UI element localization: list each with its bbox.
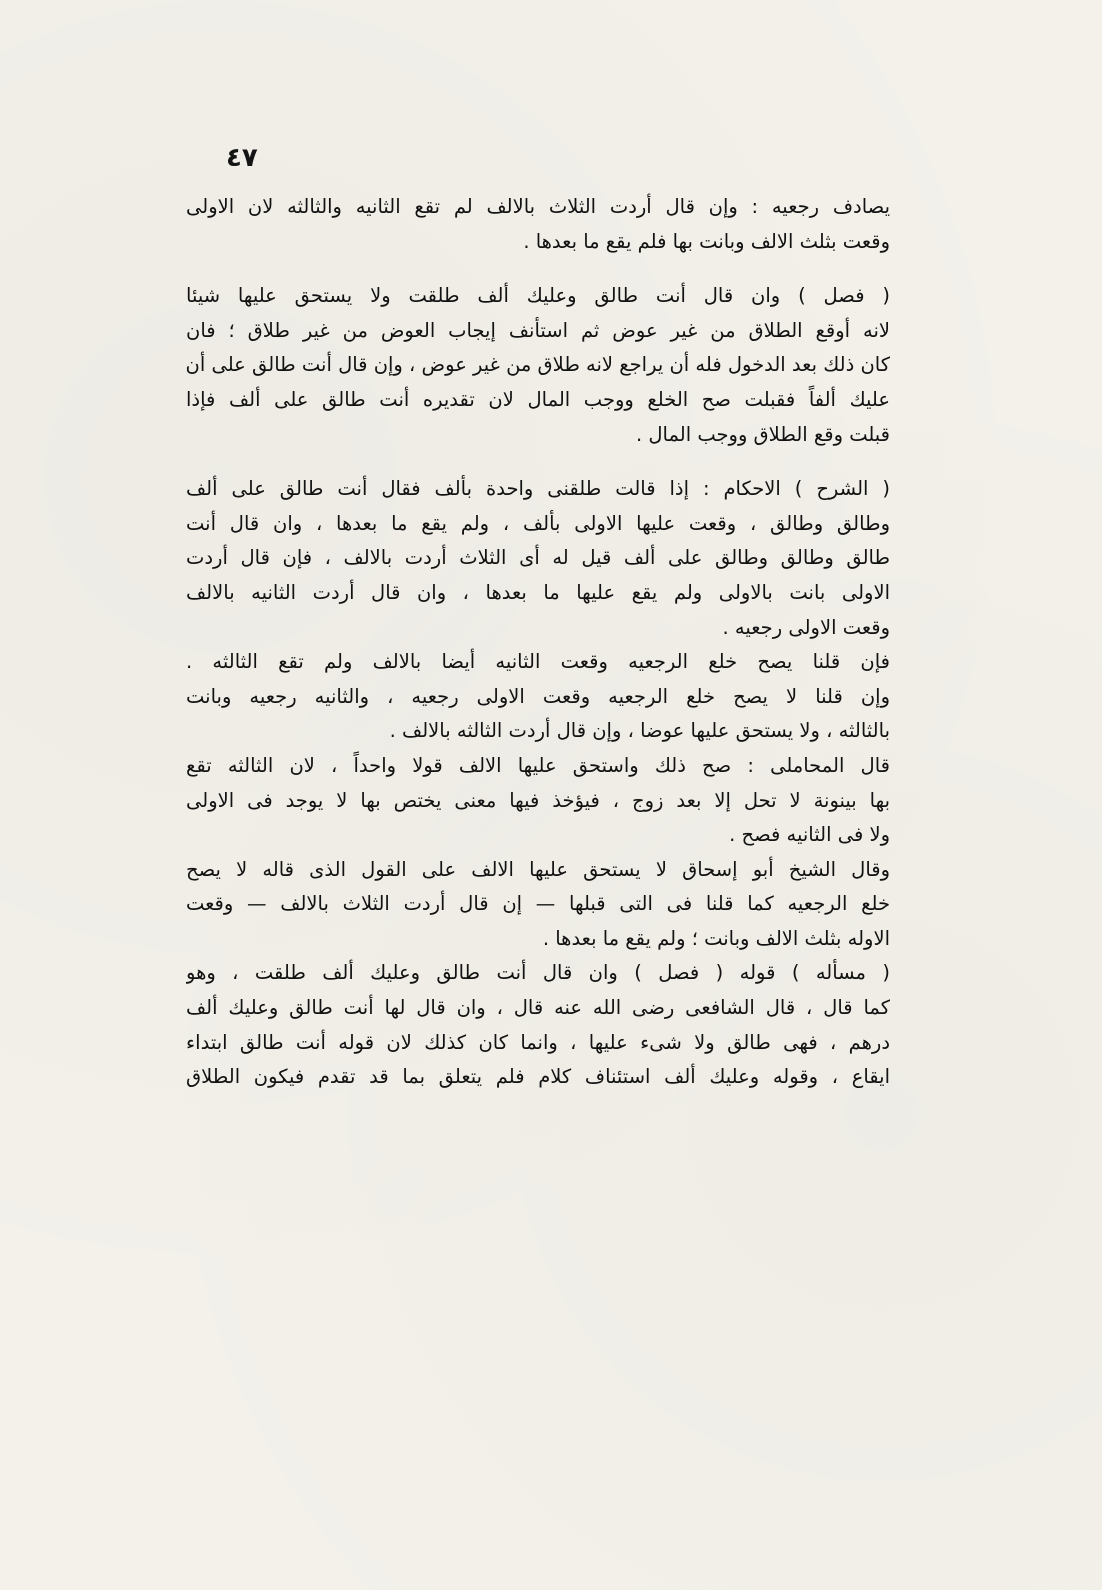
text-line: الاولى بانت بالاولى ولم يقع عليها ما بعدها ، وان قال أردت الثانيه بالالف: [186, 580, 890, 604]
paragraph-mahamili: [186, 749, 890, 853]
text-line: وطالق وطالق ، وقعت عليها الاولى بألف ، ولم يقع ما بعدها ، وان قال أنت: [186, 511, 890, 535]
text-line: قال المحاملى : صح ذلك واستحق عليها الالف قولا واحداً ، لان الثالثه تقع: [186, 753, 890, 777]
paragraph-continuation: [186, 190, 890, 259]
text-line: بها بينونة لا تحل إلا بعد زوج ، فيؤخذ فيها معنى يختص بها لا يوجد فى الاولى: [186, 788, 890, 812]
text-line: يصادف رجعيه : وإن قال أردت الثلاث بالالف لم تقع الثانيه والثالثه لان الاولى: [186, 195, 890, 218]
text-line: ايقاع ، وقوله وعليك ألف استئناف كلام فلم يتعلق بما قد تقدم فيكون الطلاق: [186, 1065, 890, 1089]
page-number: ٤٧: [226, 143, 258, 173]
text-line: بالثالثه ، ولا يستحق عليها عوضا ، وإن قال أردت الثالثه بالالف .: [389, 719, 890, 743]
paragraph-abu-ishaq: [186, 853, 890, 957]
text-line: وقعت الاولى رجعيه .: [722, 615, 890, 639]
text-line: ( فصل ) وان قال أنت طالق وعليك ألف طلقت ولا يستحق عليها شيئا: [186, 284, 890, 308]
body-text: [186, 190, 890, 1095]
text-line: لانه أوقع الطلاق من غير عوض ثم استأنف إيجاب العوض من غير طلاق ؛ فان: [186, 318, 890, 342]
text-line: الاوله بثلث الالف وبانت ؛ ولم يقع ما بعدها .: [542, 926, 890, 950]
text-line: ( مسأله ) قوله ( فصل ) وان قال أنت طالق وعليك ألف طلقت ، وهو: [186, 961, 890, 985]
text-line: كما قال ، قال الشافعى رضى الله عنه قال ، وان قال لها أنت طالق وعليك ألف: [186, 996, 890, 1020]
text-line: ( الشرح ) الاحكام : إذا قالت طلقنى واحدة بألف فقال أنت طالق على ألف: [186, 477, 890, 501]
text-line: وقال الشيخ أبو إسحاق لا يستحق عليها الالف على القول الذى قاله لا يصح: [186, 857, 890, 881]
text-line: ولا فى الثانيه فصح .: [729, 823, 890, 847]
text-line: قبلت وقع الطلاق ووجب المال .: [635, 422, 890, 446]
text-line: درهم ، فهى طالق ولا شىء عليها ، وانما كان كذلك لان قوله أنت طالق ابتداء: [186, 1030, 890, 1054]
text-line: وقعت بثلث الالف وبانت بها فلم يقع ما بعدها .: [523, 229, 890, 253]
text-line: عليك ألفاً فقبلت صح الخلع ووجب المال لان تقديره أنت طالق على ألف فإذا: [186, 387, 890, 411]
text-line: كان ذلك بعد الدخول فله أن يراجع لانه طلاق من غير عوض ، وإن قال أنت طالق على أن: [186, 353, 890, 377]
paragraph-khul: [186, 645, 890, 749]
paragraph-fasl: [186, 279, 890, 452]
text-line: خلع الرجعيه كما قلنا فى التى قبلها — إن قال أردت الثلاث بالالف — وقعت: [186, 892, 890, 916]
paragraph-sharh: [186, 472, 890, 645]
text-line: وإن قلنا لا يصح خلع الرجعيه وقعت الاولى رجعيه ، والثانيه رجعيه وبانت: [186, 684, 890, 708]
text-line: فإن قلنا يصح خلع الرجعيه وقعت الثانيه أيضا بالالف ولم تقع الثالثه .: [186, 650, 890, 674]
paragraph-masala: [186, 956, 890, 1094]
text-line: طالق وطالق وطالق على ألف قيل له أى الثلاث أردت بالالف ، فإن قال أردت: [186, 546, 890, 570]
